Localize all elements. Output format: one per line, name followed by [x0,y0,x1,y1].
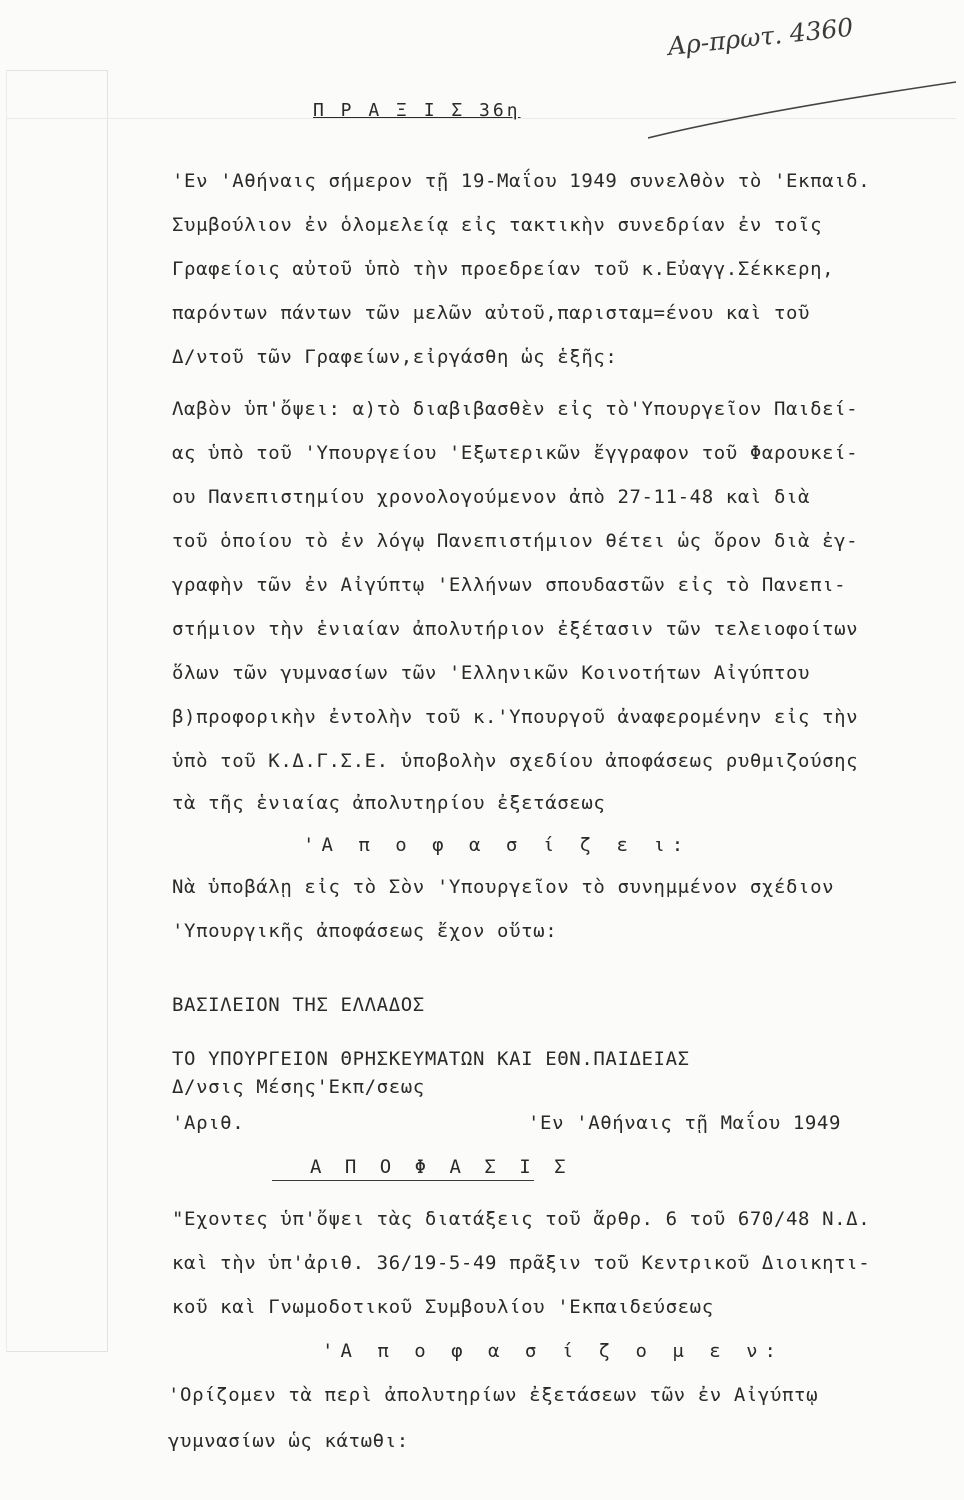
final-line: γυμνασίων ὡς κάτωθι: [168,1430,409,1452]
decision-title-underline [272,1180,534,1181]
page-title: Π Ρ Α Ξ Ι Σ 36η [313,100,521,121]
we-decide-heading: 'Α π ο φ α σ ί ζ ο μ ε ν: [322,1340,783,1362]
proposal-line: 'Υπουργικῆς ἀποφάσεως ἔχον οὕτω: [172,920,558,942]
date-place: 'Εν 'Αθήναις τῇ Μαΐου 1949 [528,1112,842,1134]
body-line: Δ/ντοῦ τῶν Γραφείων,εἰργάσθη ὡς ἑξῆς: [172,346,618,368]
directorate-line: Δ/νσις Μέσης'Εκπ/σεως [172,1076,425,1098]
kingdom-heading: ΒΑΣΙΛΕΙΟΝ ΤΗΣ ΕΛΛΑΔΟΣ [172,994,425,1016]
body-line: Λαβὸν ὑπ'ὄψει: α)τὸ διαβιβασθὲν εἰς τὸ'Υπουργεῖον Παιδεί- [172,398,859,420]
reference-number: 'Αριθ. [172,1112,245,1134]
decision-line: κοῦ καὶ Γνωμοδοτικοῦ Συμβουλίου 'Εκπαιδεύσεως [172,1296,714,1318]
decision-line: "Εχοντες ὑπ'ὄψει τὰς διατάξεις τοῦ ἄρθρ. 6 τοῦ 670/48 Ν.Δ. [172,1208,871,1230]
handwritten-protocol-number: Αρ-πρωτ. 4360 [666,12,855,61]
body-line: ου Πανεπιστημίου χρονολογούμενον ἀπὸ 27-11-48 καὶ διὰ [172,486,811,508]
ministry-heading: ΤΟ ΥΠΟΥΡΓΕΙΟΝ ΘΡΗΣΚΕΥΜΑΤΩΝ ΚΑΙ ΕΘΝ.ΠΑΙΔΕΙΑΣ [172,1048,690,1070]
body-line: τοῦ ὁποίου τὸ ἐν λόγῳ Πανεπιστήμιον θέτει ὡς ὅρον διὰ ἐγ- [172,530,859,552]
proposal-line: Νὰ ὑποβάλῃ εἰς τὸ Σὸν 'Υπουργεῖον τὸ συνημμένον σχέδιον [172,876,835,898]
handwritten-stroke [648,78,958,148]
body-line: Συμβούλιον ἐν ὁλομελείᾳ εἰς τακτικὴν συνεδρίαν ἐν τοῖς [172,214,823,236]
body-line: ὅλων τῶν γυμνασίων τῶν 'Ελληνικῶν Κοινοτήτων Αἰγύπτου [172,662,811,684]
decision-heading: 'Α π ο φ α σ ί ζ ε ι: [303,834,691,856]
body-line: παρόντων πάντων τῶν μελῶν αὐτοῦ,παρισταμ=ένου καὶ τοῦ [172,302,811,324]
final-line: 'Ορίζομεν τὰ περὶ ἀπολυτηρίων ἐξετάσεων τῶν ἐν Αἰγύπτῳ [168,1384,819,1406]
body-line: τὰ τῆς ἑνιαίας ἀπολυτηρίου ἐξετάσεως [172,792,606,814]
decision-title: Α Π Ο Φ Α Σ Ι Σ [310,1156,572,1178]
body-line: ας ὑπὸ τοῦ 'Υπουργείου 'Εξωτερικῶν ἔγγραφον τοῦ Φαρουκεί- [172,442,859,464]
body-line: γραφὴν τῶν ἐν Αἰγύπτῳ 'Ελλήνων σπουδαστῶν εἰς τὸ Πανεπι- [172,574,847,596]
body-line: στήμιον τὴν ἑνιαίαν ἀπολυτήριον ἐξέτασιν τῶν τελειοφοίτων [172,618,859,640]
body-line: ὑπὸ τοῦ Κ.Δ.Γ.Σ.Ε. ὑποβολὴν σχεδίου ἀποφάσεως ρυθμιζούσης [172,750,859,772]
body-line: Γραφείοις αὐτοῦ ὑπὸ τὴν προεδρείαν τοῦ κ.Εὐαγγ.Σέκκερη, [172,258,835,280]
decision-line: καὶ τὴν ὑπ'ἀριθ. 36/19-5-49 πρᾶξιν τοῦ Κεντρικοῦ Διοικητι- [172,1252,871,1274]
body-line: β)προφορικὴν ἐντολὴν τοῦ κ.'Υπουργοῦ ἀναφερομένην εἰς τὴν [172,706,859,728]
margin-frame [6,70,108,1352]
body-line: 'Εν 'Αθήναις σήμερον τῇ 19-Μαΐου 1949 συνελθὸν τὸ 'Εκπαιδ. [172,170,871,192]
